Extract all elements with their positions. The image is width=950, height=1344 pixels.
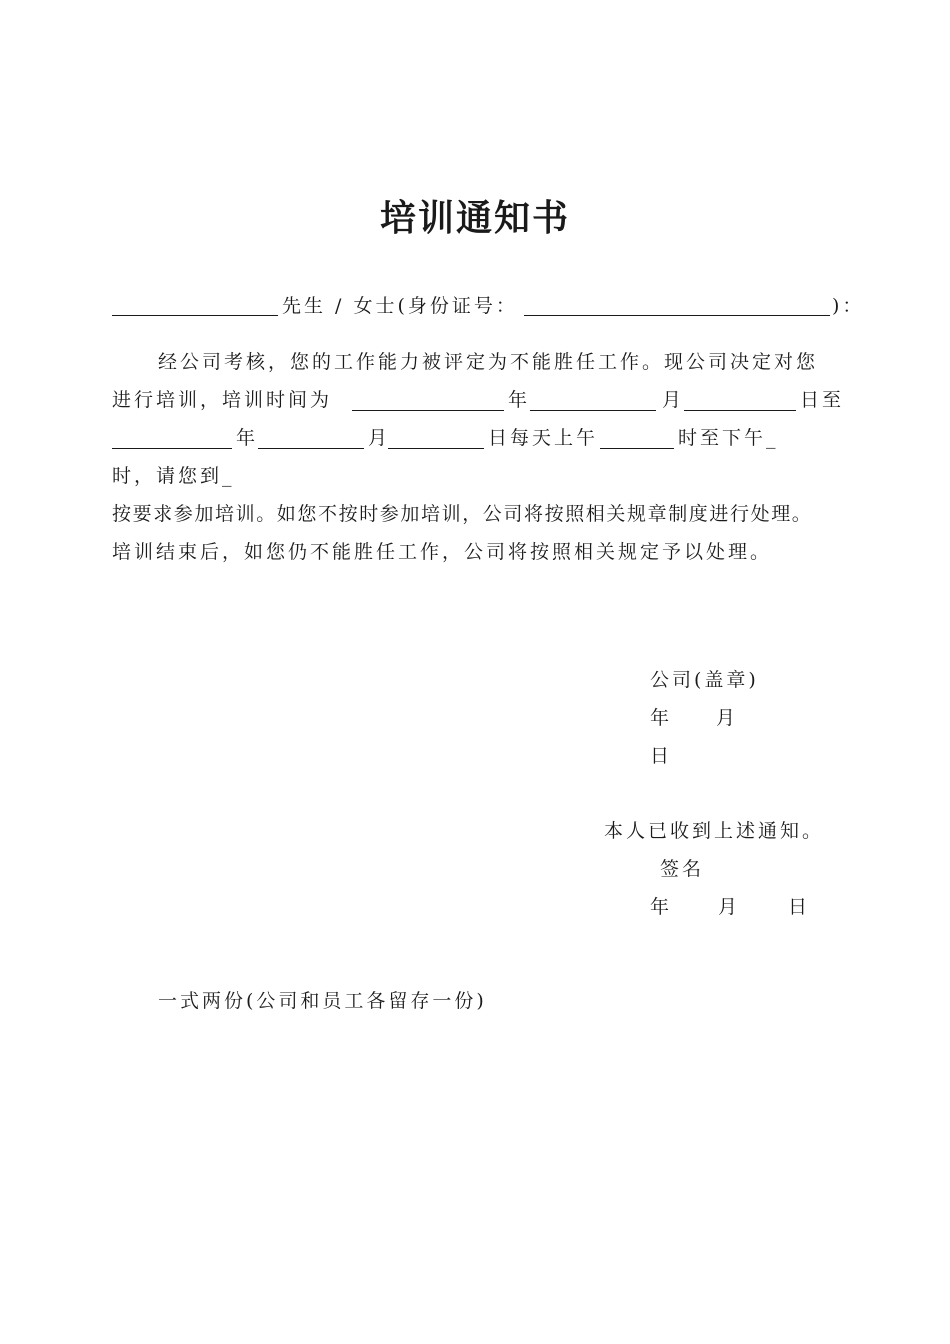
receipt-signature-label: 签名 xyxy=(660,858,705,880)
start-month-blank xyxy=(530,410,656,411)
company-year-label: 年 xyxy=(650,707,673,729)
id-number-blank xyxy=(524,315,830,316)
body-line-4: 时，请您到_ xyxy=(112,465,235,487)
receipt-month-label: 月 xyxy=(718,896,741,918)
salutation-close: )： xyxy=(832,295,865,317)
morning-hour-blank xyxy=(600,448,674,449)
receipt-year-label: 年 xyxy=(650,896,673,918)
document-title: 培训通知书 xyxy=(379,198,570,239)
receipt-statement: 本人已收到上述通知。 xyxy=(604,820,825,842)
daily-morning-label: 日每天上午 xyxy=(488,427,599,449)
end-day-blank xyxy=(388,448,484,449)
end-year-blank xyxy=(112,448,232,449)
start-day-to-label: 日至 xyxy=(800,389,845,411)
start-year-label: 年 xyxy=(508,389,531,411)
receipt-day-label: 日 xyxy=(788,896,811,918)
company-seal-label: 公司(盖章) xyxy=(650,669,759,691)
body-line-6: 培训结束后，如您仍不能胜任工作，公司将按照相关规定予以处理。 xyxy=(112,541,773,563)
body-line-2-prefix: 进行培训，培训时间为 xyxy=(112,389,333,411)
start-year-blank xyxy=(352,410,504,411)
start-month-label: 月 xyxy=(662,389,685,411)
company-day-label: 日 xyxy=(650,745,673,767)
end-month-blank xyxy=(258,448,364,449)
afternoon-hour-label: 时至下午_ xyxy=(678,427,779,449)
salutation-title: 先生 / 女士(身份证号： xyxy=(282,295,518,317)
start-day-blank xyxy=(684,410,796,411)
body-line-5: 按要求参加培训。如您不按时参加培训，公司将按照相关规章制度进行处理。 xyxy=(112,503,813,525)
name-blank xyxy=(112,315,278,316)
end-year-label: 年 xyxy=(236,427,259,449)
body-line-1: 经公司考核，您的工作能力被评定为不能胜任工作。现公司决定对您 xyxy=(158,351,819,373)
copies-note: 一式两份(公司和员工各留存一份) xyxy=(158,990,487,1012)
company-month-label: 月 xyxy=(716,707,739,729)
end-month-label: 月 xyxy=(368,427,391,449)
